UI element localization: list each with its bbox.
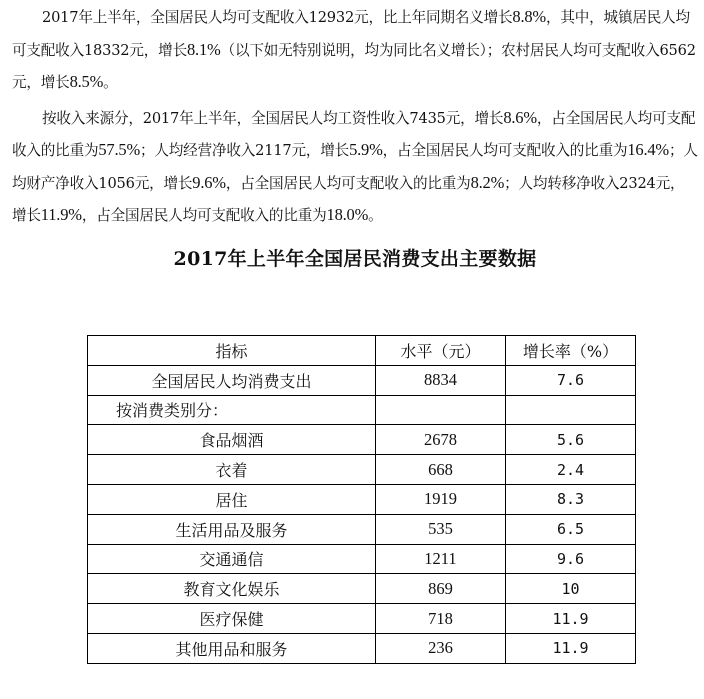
header-growth: 增长率（%） [506, 336, 636, 366]
row-growth: 5.6 [506, 425, 636, 455]
table-row [88, 484, 636, 514]
row-level: 718 [376, 604, 506, 634]
row-indicator: 按消费类别分： [88, 395, 376, 425]
percentage-value: 8.5% [69, 72, 104, 91]
row-level: 2678 [376, 425, 506, 455]
table-row [88, 544, 636, 574]
row-level: 535 [376, 514, 506, 544]
row-indicator: 食品烟酒 [88, 425, 376, 455]
row-indicator: 全国居民人均消费支出 [88, 365, 376, 395]
paragraph-text: ；人均财产净收入1056元，增长 [12, 142, 698, 192]
table-body [88, 365, 636, 663]
row-growth: 10 [506, 574, 636, 604]
table-row [88, 574, 636, 604]
table-row [88, 514, 636, 544]
row-growth: 9.6 [506, 544, 636, 574]
consumption-table [87, 335, 636, 664]
percentage-value: 8.1% [186, 39, 221, 59]
paragraph-text: ，占全国居民人均可支配收入的比重为 [81, 207, 327, 224]
paragraph-text: 2017年上半年，全国居民人均可支配收入12932元，比上年同期名义增长 [42, 9, 513, 26]
paragraph-text: ；人均经营净收入2117元，增长 [140, 142, 350, 159]
paragraph-text: 。 [368, 207, 383, 224]
table-row [88, 365, 636, 395]
paragraph-text: ，占全国居民人均可支配收入的比重为 [12, 109, 696, 159]
row-growth: 11.9 [506, 633, 636, 663]
percentage-value: 57.5% [98, 140, 140, 159]
row-indicator: 生活用品及服务 [88, 514, 376, 544]
paragraph-text: （以下如无特别说明，均为同比名义增长）；农村居民人均可支配收入6562元，增长 [12, 41, 696, 91]
row-level: 1211 [376, 544, 506, 574]
paragraph-text: ；人均转移净收入2324元，增长 [12, 174, 685, 224]
header-level: 水平（元） [376, 336, 506, 366]
row-indicator: 衣着 [88, 455, 376, 485]
percentage-value: 8.8% [512, 7, 546, 26]
row-growth: 2.4 [506, 455, 636, 485]
table-row [88, 633, 636, 663]
row-growth: 11.9 [506, 604, 636, 634]
row-indicator: 其他用品和服务 [88, 633, 376, 663]
percentage-value: 9.6% [192, 172, 226, 192]
row-level: 869 [376, 574, 506, 604]
row-level: 668 [376, 455, 506, 485]
row-level: 1919 [376, 484, 506, 514]
income-paragraph [12, 0, 698, 99]
paragraph-text: ，占全国居民人均可支配收入的比重为 [225, 174, 471, 192]
row-growth: 7.6 [506, 365, 636, 395]
table-title: 2017年上半年全国居民消费支出主要数据 [173, 247, 537, 270]
row-level: 8834 [376, 365, 506, 395]
percentage-value: 16.4% [627, 140, 669, 159]
row-indicator: 教育文化娱乐 [88, 574, 376, 604]
percentage-value: 8.2% [470, 172, 505, 192]
row-indicator: 医疗保健 [88, 604, 376, 634]
paragraph-text: ，占全国居民人均可支配收入的比重为 [382, 142, 628, 159]
row-growth [506, 395, 636, 425]
row-growth: 6.5 [506, 514, 636, 544]
row-growth: 8.3 [506, 484, 636, 514]
table-row [88, 455, 636, 485]
percentage-value: 8.6% [503, 107, 537, 127]
row-level: 236 [376, 633, 506, 663]
table-row [88, 395, 636, 425]
table-header-row [88, 336, 636, 366]
row-level [376, 395, 506, 425]
paragraph-text: ，其中，城镇居民人均可支配收入18332元，增长 [12, 9, 690, 59]
percentage-value: 11.9% [40, 205, 82, 224]
table-row [88, 604, 636, 634]
percentage-value: 5.9% [349, 140, 383, 159]
paragraph-text: 按收入来源分，2017年上半年，全国居民人均工资性收入7435元，增长 [42, 109, 504, 127]
row-indicator: 居住 [88, 484, 376, 514]
table-row [88, 425, 636, 455]
paragraph-text: 。 [103, 74, 118, 91]
header-indicator: 指标 [88, 336, 376, 366]
income-source-paragraph [12, 102, 698, 232]
percentage-value: 18.0% [326, 205, 369, 224]
row-indicator: 交通通信 [88, 544, 376, 574]
